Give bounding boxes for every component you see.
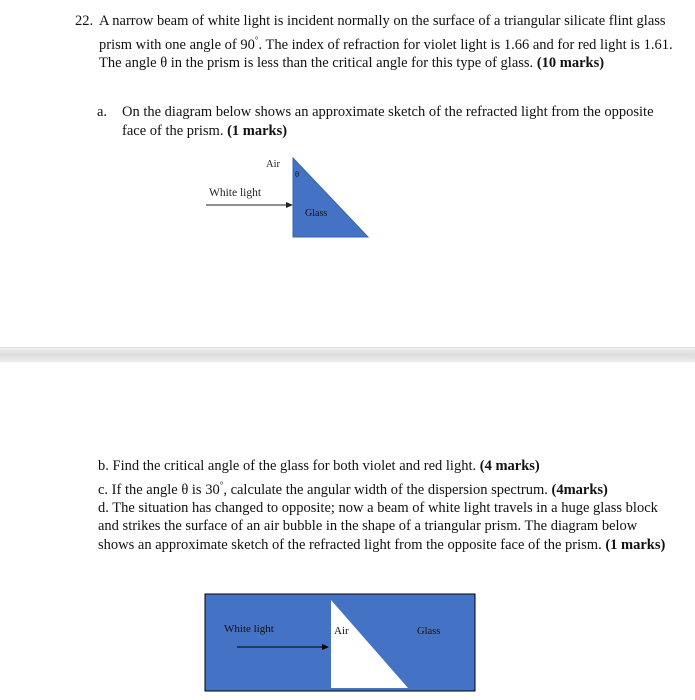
part-c	[98, 476, 668, 499]
part-a-text: On the diagram below shows an approximate sketch of the refracted light from the opposite face of the prism.	[122, 104, 654, 139]
prism-diagram	[0, 0, 695, 345]
white-light-label: White light	[209, 187, 262, 199]
part-a-marks: (1 marks)	[227, 122, 288, 139]
question-text-1: A narrow beam of white light is incident normally on the surface of a triangular silicate flint glass prism with one angle of 90	[99, 13, 666, 53]
air-label: Air	[266, 159, 280, 170]
part-b	[98, 457, 668, 476]
question-text-2: . The index of refraction for violet light is 1.66 and for red light is 1.61. The angle θ in the prism is less than the critical angle for this type of glass.	[99, 36, 673, 71]
air-label-2: Air	[334, 625, 349, 637]
part-c-marks: (4marks)	[551, 481, 608, 498]
part-d-text: d. The situation has changed to opposite; now a beam of white light travels in a huge glass block and strikes the surface of an air bubble in the shape of a triangular prism. The diagram below shows an approximate sketch of the refracted light from the opposite face of the prism.	[98, 499, 658, 553]
ray-arrowhead	[286, 202, 293, 208]
part-a-label: a.	[97, 104, 108, 120]
white-light-label-2: White light	[224, 623, 274, 635]
bubble-diagram	[0, 580, 695, 700]
parts-b-c-d	[98, 457, 668, 554]
glass-label-2: Glass	[417, 626, 441, 637]
glass-label: Glass	[305, 208, 328, 219]
part-d-marks: (1 marks)	[605, 536, 666, 553]
theta-label: θ	[295, 169, 300, 179]
part-c-text-2: , calculate the angular width of the dispersion spectrum.	[223, 481, 552, 498]
part-c-degree: °	[219, 479, 224, 490]
part-d	[98, 499, 668, 555]
degree-symbol: °	[254, 34, 259, 45]
question-marks: (10 marks)	[536, 54, 605, 71]
page-divider	[0, 347, 695, 362]
part-b-text: b. Find the critical angle of the glass for both violet and red light.	[98, 458, 480, 474]
part-c-text-1: c. If the angle θ is 30	[98, 481, 220, 498]
question-number: 22.	[75, 13, 94, 29]
glass-prism	[293, 158, 368, 237]
part-b-marks: (4 marks)	[479, 458, 540, 474]
